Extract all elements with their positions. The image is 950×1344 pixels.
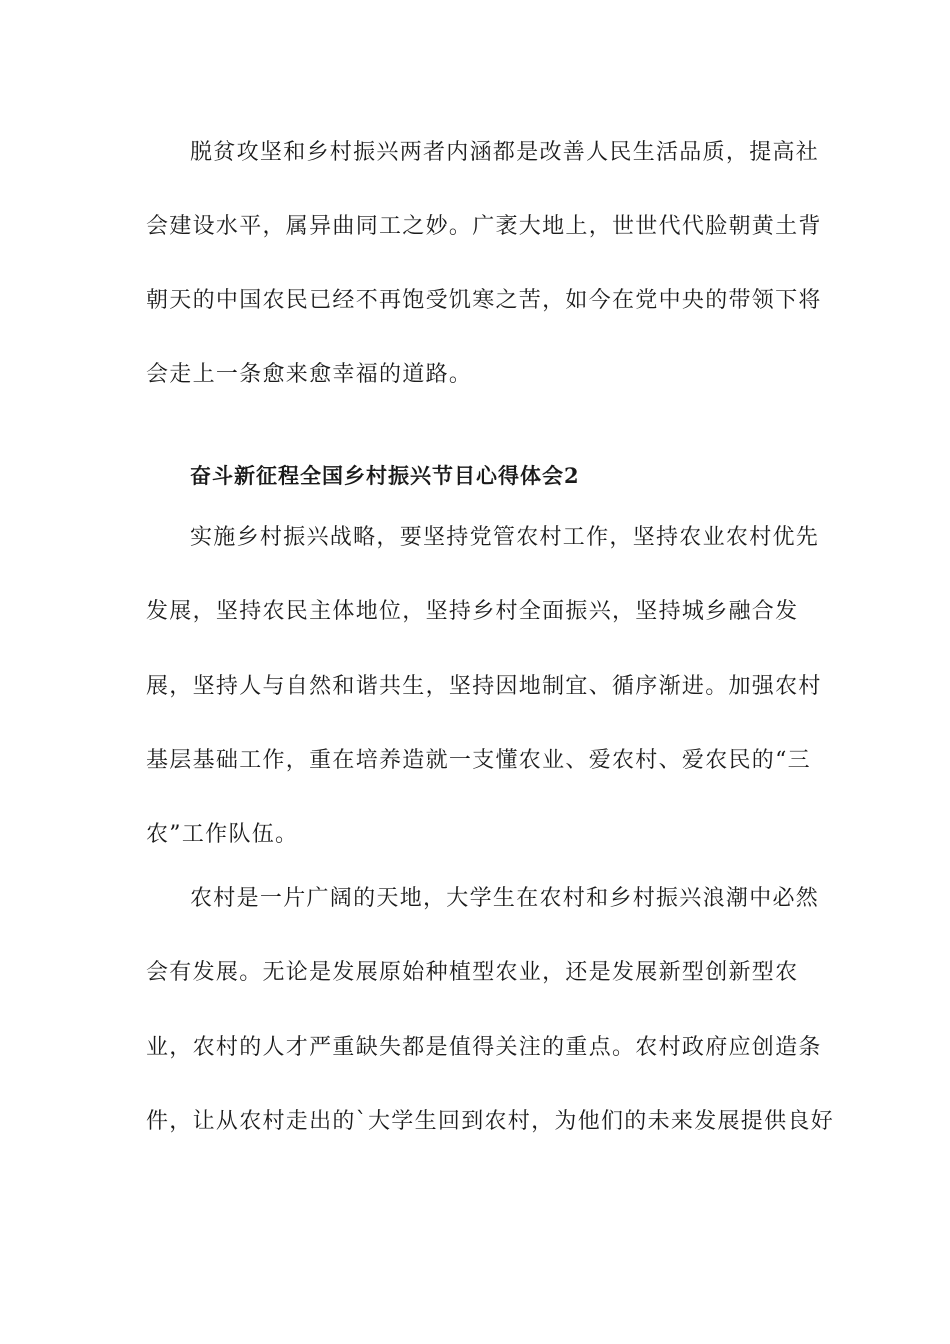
paragraph-line: 业，农村的人才严重缺失都是值得关注的重点。农村政府应创造条 [146,1035,822,1060]
paragraph-line: 会走上一条愈来愈幸福的道路。 [146,362,473,387]
paragraph-line: 发展，坚持农民主体地位，坚持乡村全面振兴，坚持城乡融合发 [146,599,799,624]
paragraph-line: 朝天的中国农民已经不再饱受饥寒之苦，如今在党中央的带领下将 [146,288,822,313]
paragraph-line: 展，坚持人与自然和谐共生，坚持因地制宜、循序渐进。加强农村 [146,674,822,699]
paragraph-line: 会有发展。无论是发展原始种植型农业，还是发展新型创新型农 [146,960,799,985]
paragraph-line: 基层基础工作，重在培养造就一支懂农业、爱农村、爱农民的“三 [146,748,811,773]
paragraph-line: 农村是一片广阔的天地，大学生在农村和乡村振兴浪潮中必然 [190,886,820,911]
paragraph-line: 会建设水平，属异曲同工之妙。广袤大地上，世世代代脸朝黄土背 [146,214,822,239]
section-heading: 奋斗新征程全国乡村振兴节目心得体会2 [190,463,580,488]
paragraph-line: 实施乡村振兴战略，要坚持党管农村工作，坚持农业农村优先 [190,525,820,550]
paragraph-line: 脱贫攻坚和乡村振兴两者内涵都是改善人民生活品质，提高社 [190,140,820,165]
paragraph-line: 农”工作队伍。 [146,822,299,847]
paragraph-line: 件，让从农村走出的`大学生回到农村，为他们的未来发展提供良好 [146,1109,835,1134]
